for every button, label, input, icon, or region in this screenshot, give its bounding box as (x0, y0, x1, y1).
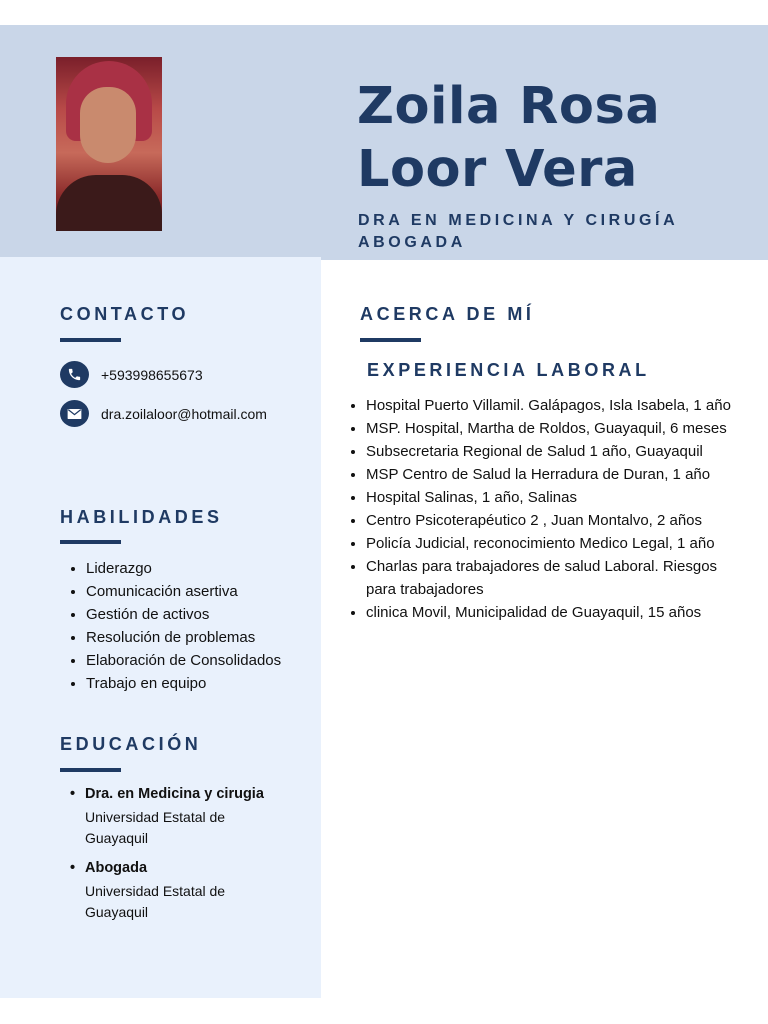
list-item: • Hospital Salinas, 1 año, Salinas (366, 486, 736, 509)
about-heading-rule (360, 338, 421, 342)
list-item: • Centro Psicoterapéutico 2 , Juan Montalvo, 2 años (366, 509, 736, 532)
list-item: • Elaboración de Consolidados (86, 649, 286, 672)
list-item: • Resolución de problemas (86, 626, 286, 649)
list-item: • Gestión de activos (86, 603, 286, 626)
envelope-icon (60, 400, 89, 427)
name-line-1: Zoila Rosa (357, 77, 661, 136)
list-item: • Liderazgo (86, 557, 286, 580)
list-item: • MSP. Hospital, Martha de Roldos, Guayaquil, 6 meses (366, 417, 736, 440)
contact-email-row (60, 400, 267, 427)
institution-name: Universidad Estatal de Guayaquil (85, 809, 226, 846)
contact-heading: CONTACTO (60, 304, 190, 324)
list-item: • clinica Movil, Municipalidad de Guayaquil, 15 años (366, 601, 736, 624)
email-address: dra.zoilaloor@hotmail.com (101, 405, 267, 422)
education-heading: EDUCACIÓN (60, 734, 202, 754)
skills-heading: HABILIDADES (60, 507, 223, 527)
list-item: • Comunicación asertiva (86, 580, 286, 603)
institution-name: Universidad Estatal de Guayaquil (85, 883, 226, 920)
degree-title: Dra. en Medicina y cirugia (85, 786, 264, 802)
education-item: • Abogada Universidad Estatal de Guayaquil (70, 860, 290, 923)
profile-photo (56, 57, 162, 231)
list-item: • Charlas para trabajadores de salud Laboral. Riesgos para trabajadores (366, 555, 736, 601)
experience-heading: EXPERIENCIA LABORAL (367, 360, 650, 380)
list-item: • Policía Judicial, reconocimiento Medico Legal, 1 año (366, 532, 736, 555)
list-item: • Hospital Puerto Villamil. Galápagos, Isla Isabela, 1 año (366, 394, 736, 417)
contact-phone-row (60, 361, 203, 388)
education-item: • Dra. en Medicina y cirugia Universidad Estatal de Guayaquil (70, 786, 290, 849)
skills-heading-rule (60, 540, 121, 544)
phone-icon (60, 361, 89, 388)
contact-heading-rule (60, 338, 121, 342)
list-item: • Subsecretaria Regional de Salud 1 año, Guayaquil (366, 440, 736, 463)
degree-title: Abogada (85, 860, 148, 876)
list-item: • Trabajo en equipo (86, 672, 286, 695)
experience-list (366, 394, 736, 624)
about-heading: ACERCA DE MÍ (360, 304, 535, 324)
skills-list (86, 557, 286, 695)
name-line-2: Loor Vera (357, 140, 638, 199)
list-item: • MSP Centro de Salud la Herradura de Duran, 1 año (366, 463, 736, 486)
phone-number: +593998655673 (101, 366, 203, 383)
person-name (357, 75, 757, 201)
professional-title: DRA EN MEDICINA Y CIRUGÍA (358, 212, 679, 229)
professional-title-secondary: ABOGADA (358, 234, 466, 251)
education-heading-rule (60, 768, 121, 772)
